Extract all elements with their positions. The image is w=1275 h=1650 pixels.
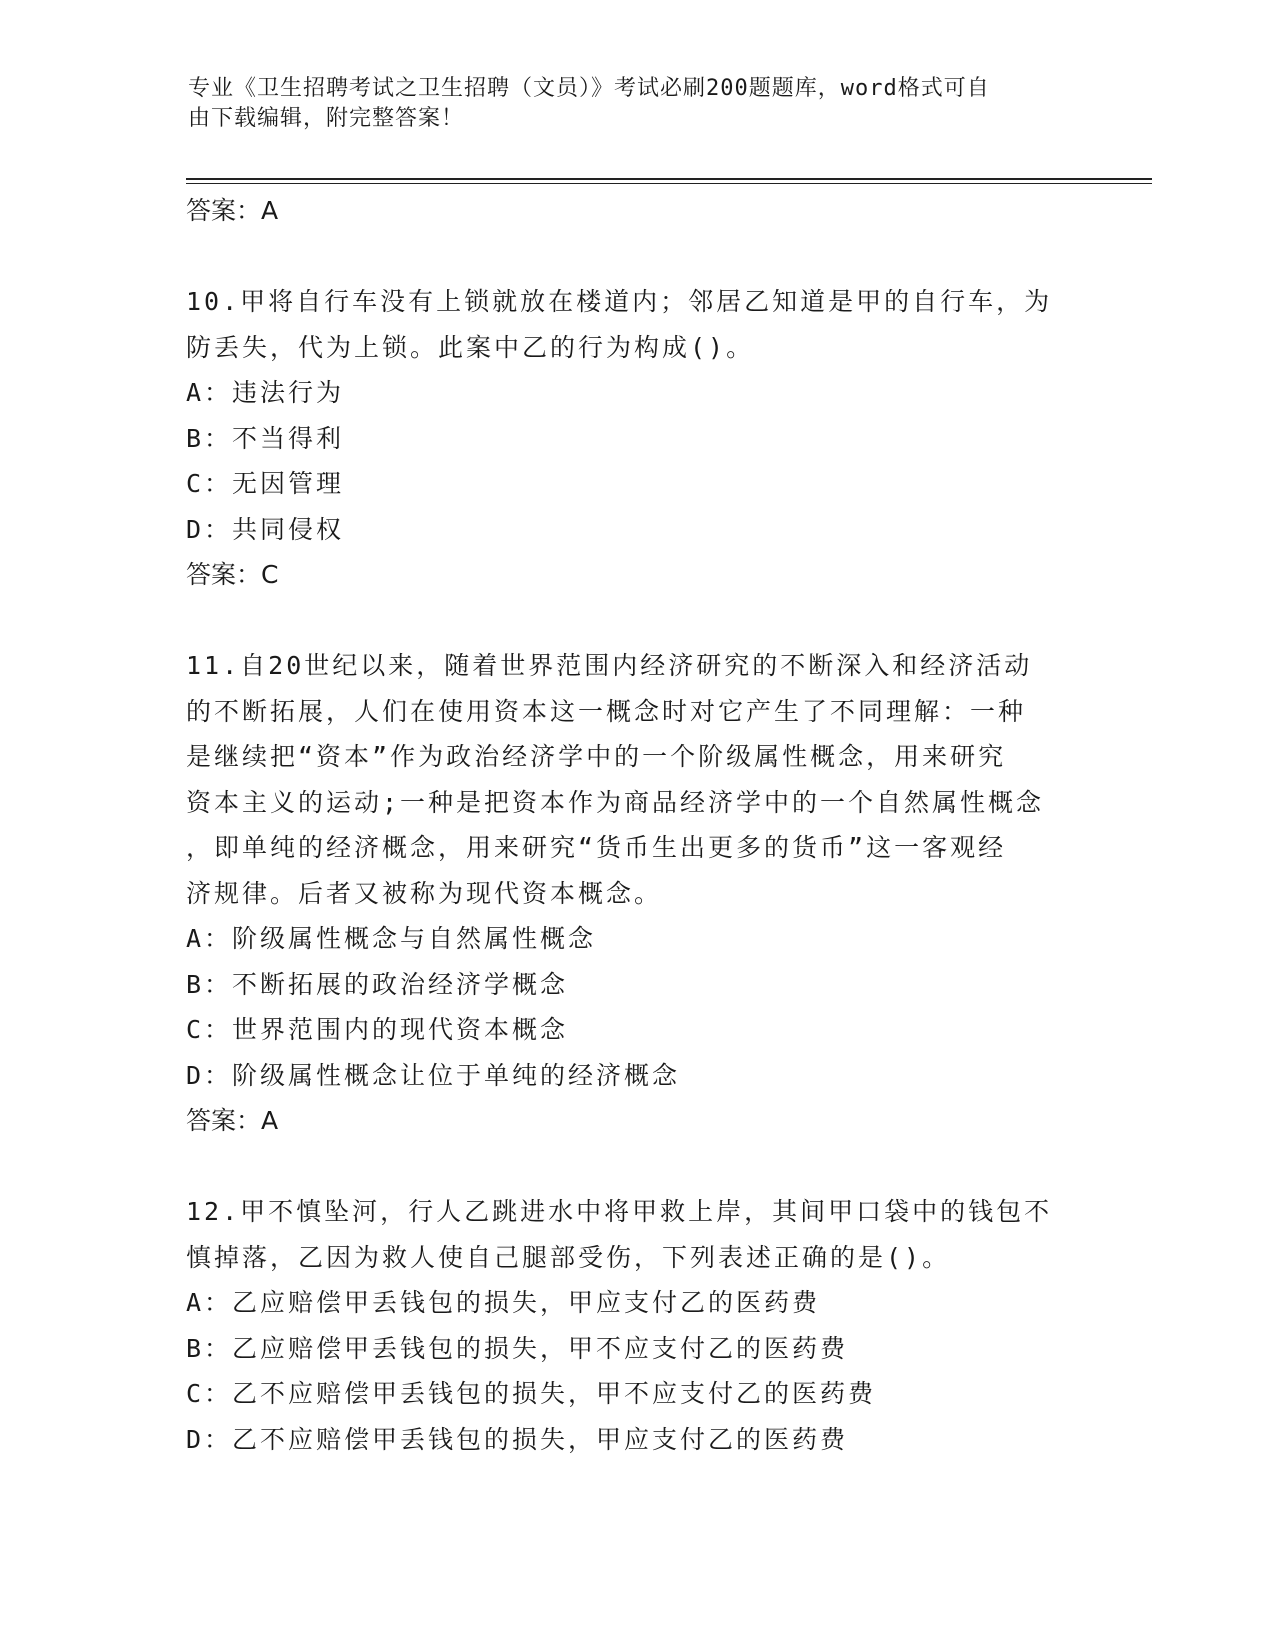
question-text-line: 12.甲不慎坠河，行人乙跳进水中将甲救上岸，其间甲口袋中的钱包不 — [186, 1197, 1053, 1226]
answer: 答案：A — [186, 1106, 279, 1135]
question-10 — [186, 279, 1086, 597]
question-11 — [186, 643, 1086, 1143]
spacer — [186, 1143, 1086, 1189]
option-b: B：不断拓展的政治经济学概念 — [186, 969, 569, 999]
spacer — [186, 597, 1086, 643]
question-12 — [186, 1189, 1086, 1462]
question-text-line: 11.自20世纪以来，随着世界范围内经济研究的不断深入和经济活动 — [186, 651, 1033, 680]
option-c: C：世界范围内的现代资本概念 — [186, 1015, 569, 1044]
header-line-2: 由下载编辑，附完整答案！ — [188, 106, 465, 131]
option-b: B：乙应赔偿甲丢钱包的损失，甲不应支付乙的医药费 — [186, 1333, 849, 1363]
question-text-line: 慎掉落，乙因为救人使自己腿部受伤，下列表述正确的是()。 — [186, 1242, 951, 1272]
option-a: A：违法行为 — [186, 378, 345, 407]
question-text-line: 是继续把“资本”作为政治经济学中的一个阶级属性概念，用来研究 — [186, 742, 1007, 771]
question-text-line: 资本主义的运动;一种是把资本作为商品经济学中的一个自然属性概念 — [186, 787, 1045, 817]
question-text-line: ，即单纯的经济概念，用来研究“货币生出更多的货币”这一客观经 — [186, 833, 1007, 862]
header-line-1: 专业《卫生招聘考试之卫生招聘（文员）》考试必刷200题题库，word格式可自 — [188, 76, 990, 101]
option-c: C：无因管理 — [186, 469, 345, 498]
option-a: A：阶级属性概念与自然属性概念 — [186, 924, 597, 953]
question-text-line: 10.甲将自行车没有上锁就放在楼道内；邻居乙知道是甲的自行车，为 — [186, 287, 1053, 316]
option-b: B：不当得利 — [186, 423, 345, 453]
option-a: A：乙应赔偿甲丢钱包的损失，甲应支付乙的医药费 — [186, 1288, 821, 1317]
option-d: D：共同侵权 — [186, 514, 345, 544]
header-rule-thick — [186, 178, 1152, 180]
header-rule-thin — [186, 183, 1152, 184]
answer: 答案：C — [186, 560, 279, 589]
spacer — [186, 233, 1086, 279]
question-text-line: 防丢失，代为上锁。此案中乙的行为构成()。 — [186, 332, 755, 362]
option-d: D：阶级属性概念让位于单纯的经济概念 — [186, 1060, 681, 1090]
answer-previous: 答案：A — [186, 196, 279, 225]
option-d: D：乙不应赔偿甲丢钱包的损失，甲应支付乙的医药费 — [186, 1424, 849, 1454]
question-text-line: 济规律。后者又被称为现代资本概念。 — [186, 878, 663, 908]
document-body — [186, 188, 1086, 1462]
option-c: C：乙不应赔偿甲丢钱包的损失，甲不应支付乙的医药费 — [186, 1379, 877, 1408]
page-header — [188, 74, 1068, 134]
question-text-line: 的不断拓展，人们在使用资本这一概念时对它产生了不同理解：一种 — [186, 696, 1027, 726]
